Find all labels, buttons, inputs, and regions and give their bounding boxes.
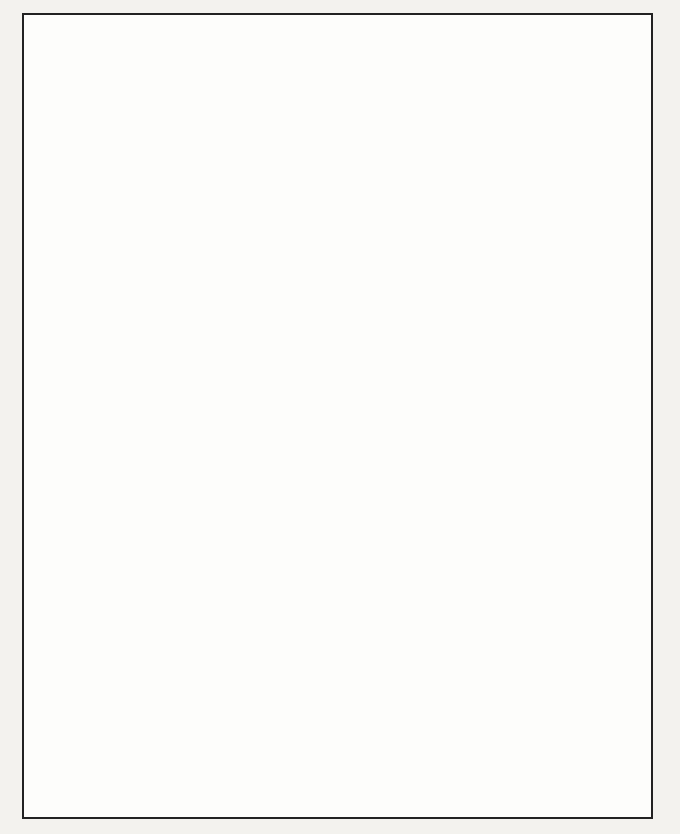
parts-catalog xyxy=(22,13,653,819)
